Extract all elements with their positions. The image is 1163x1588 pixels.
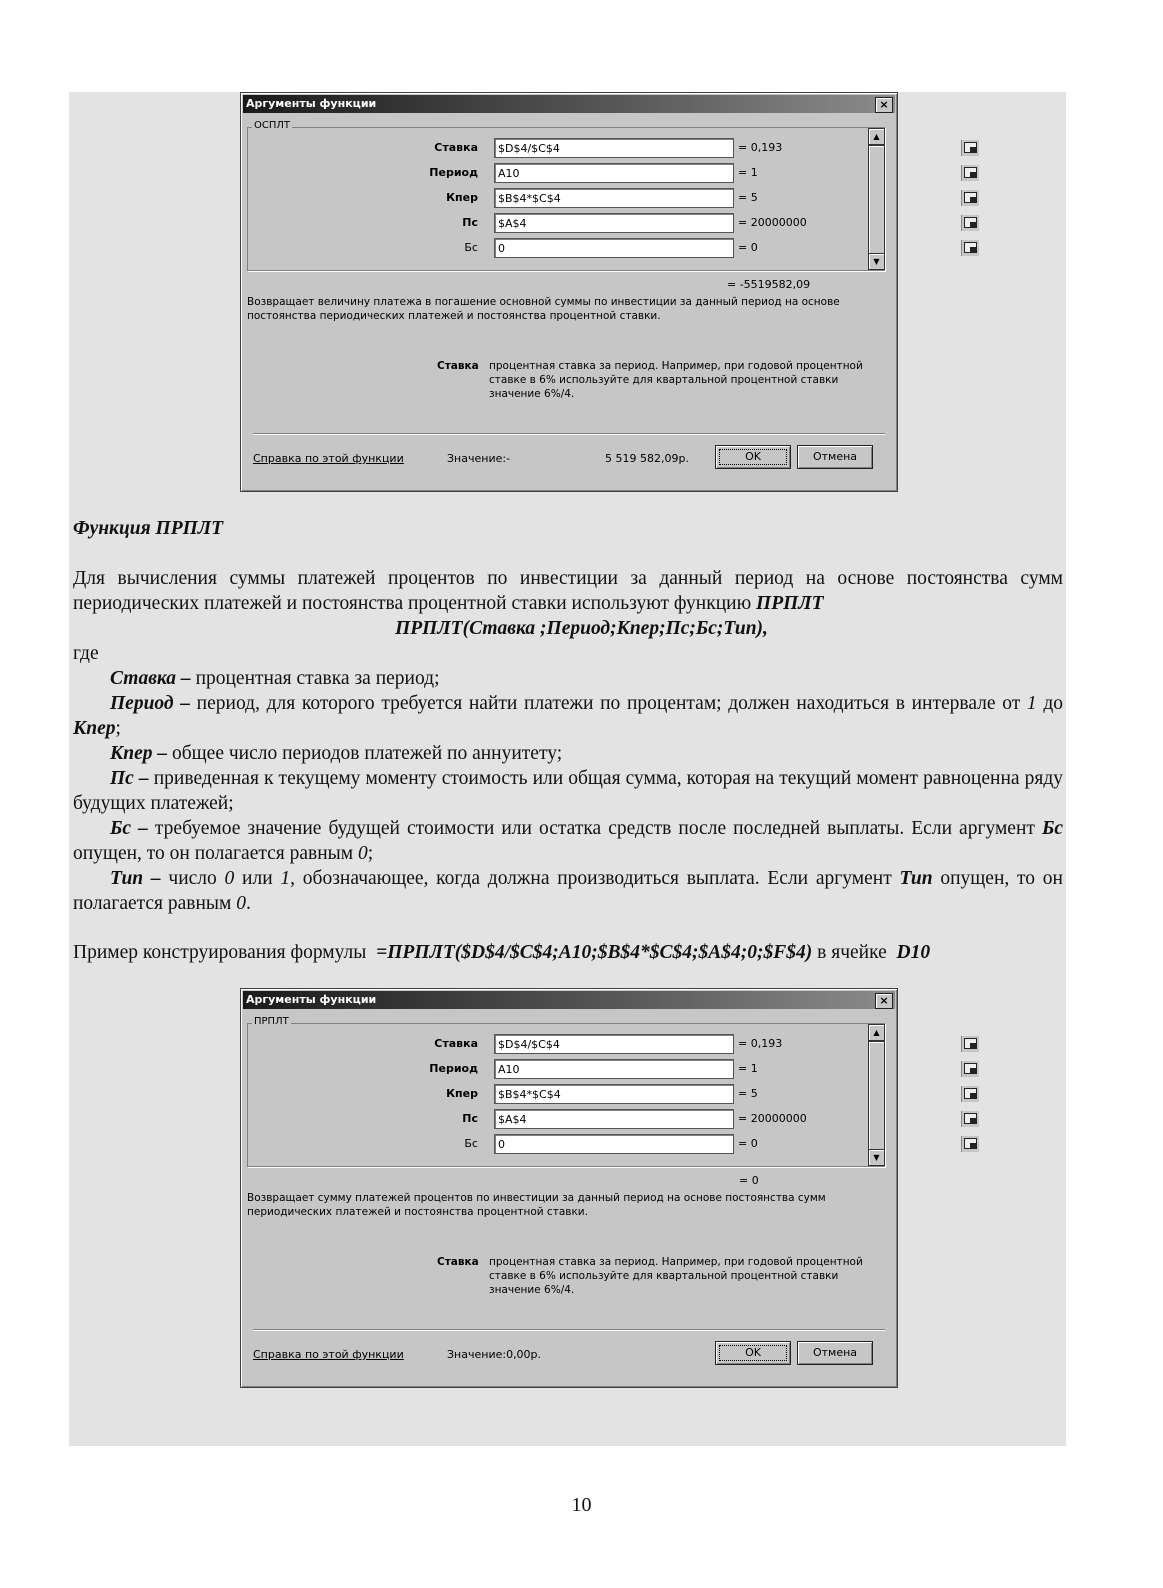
collapse-dialog-icon[interactable] (961, 1061, 979, 1077)
arg-result: = 0 (738, 241, 758, 254)
arg-row-kper (248, 188, 884, 208)
formula-result: = 0 (739, 1174, 759, 1187)
ok-button[interactable]: OK (715, 445, 791, 469)
scroll-up-icon[interactable]: ▲ (868, 128, 885, 145)
arg-result: = 0 (738, 1137, 758, 1150)
def-period (73, 691, 1063, 741)
intro-text: Для вычисления суммы платежей процентов по инвестиции за данный период на основе постоянства сумм периодических платежей и постоянства процентной ставки используют функцию (73, 568, 1063, 614)
arg-input-value: A10 (498, 1063, 520, 1076)
formula-result: = -5519582,09 (727, 278, 811, 291)
example-formula: =ПРПЛТ($D$4/$C$4;A10;$B$4*$C$4;$A$4;0;$F$4) (376, 942, 813, 963)
collapse-dialog-icon[interactable] (961, 1111, 979, 1127)
arg-row-stavka (248, 138, 884, 158)
term: Кпер – (110, 743, 168, 764)
arg-input-value: $A$4 (498, 1113, 527, 1126)
function-description: Возвращает величину платежа в погашение основной суммы по инвестиции за данный период на основе постоянства периодических платежей и постоянства процентной ставки. (247, 296, 840, 322)
scroll-thumb[interactable] (868, 1041, 885, 1153)
arg-input-value: 0 (498, 242, 505, 255)
arg-label: Бс (464, 1137, 478, 1150)
collapse-dialog-icon[interactable] (961, 1136, 979, 1152)
collapse-dialog-icon[interactable] (961, 1086, 979, 1102)
arg-result: = 0,193 (738, 141, 783, 154)
arg-label: Ставка (434, 1037, 478, 1050)
syntax-text: ПРПЛТ(Ставка ;Период;Кпер;Пс;Бс;Тип), (395, 618, 768, 639)
arg-input-period[interactable] (494, 163, 734, 183)
arg-row-period (248, 1059, 884, 1079)
arg-result: = 20000000 (738, 1112, 807, 1125)
def-text: . (246, 893, 251, 914)
def-text: ; (367, 843, 374, 864)
arg-result: = 1 (738, 1062, 758, 1075)
def-ref: Тип (899, 868, 933, 889)
collapse-dialog-icon[interactable] (961, 165, 979, 181)
help-arg-text: процентная ставка за период. Например, при годовой процентной ставке в 6% используйте для квартальной процентной ставки значение 6%/4. (489, 1256, 863, 1296)
page-number: 10 (571, 1494, 592, 1516)
def-text: , обозначающее, когда должна производиться выплата. Если аргумент (290, 868, 900, 889)
def-text: ; (115, 718, 121, 739)
collapse-dialog-icon[interactable] (961, 240, 979, 256)
cancel-button[interactable]: Отмена (797, 1341, 873, 1365)
arg-result: = 1 (738, 166, 758, 179)
def-text: число (160, 868, 225, 889)
def-bs (73, 816, 1063, 866)
arg-row-stavka (248, 1034, 884, 1054)
value-label: Значение:- (447, 452, 511, 465)
arg-input-period[interactable] (494, 1059, 734, 1079)
arg-input-kper[interactable] (494, 188, 734, 208)
syntax-line (0, 616, 1163, 641)
function-arguments-dialog-prplt (240, 988, 898, 1388)
help-link[interactable]: Справка по этой функции (253, 452, 404, 465)
where-text: где (73, 643, 99, 664)
def-num: 1 (280, 868, 291, 889)
arg-input-kper[interactable] (494, 1084, 734, 1104)
arg-input-stavka[interactable] (494, 1034, 734, 1054)
arg-input-value: $D$4/$C$4 (498, 142, 560, 155)
term: Бс – (110, 818, 148, 839)
def-text: требуемое значение будущей стоимости или остатка средств после последней выплаты. Если аргумент (147, 818, 1042, 839)
arguments-group (247, 1016, 885, 1167)
def-text: общее число периодов платежей по аннуитету; (167, 743, 563, 764)
example-line (73, 940, 930, 965)
def-text: или (234, 868, 281, 889)
function-name: ОСПЛТ (254, 120, 291, 131)
scroll-thumb[interactable] (868, 145, 885, 257)
arg-result: = 20000000 (738, 216, 807, 229)
help-arg-text: процентная ставка за период. Например, при годовой процентной ставке в 6% используйте для квартальной процентной ставки значение 6%/4. (489, 360, 863, 400)
divider (253, 1329, 885, 1331)
arg-row-kper (248, 1084, 884, 1104)
arg-label: Пс (462, 1112, 478, 1125)
value-label: Значение:0,00р. (447, 1348, 542, 1361)
arg-label: Период (429, 1062, 478, 1075)
arg-row-ps (248, 1109, 884, 1129)
arg-result: = 5 (738, 1087, 758, 1100)
example-mid: в ячейке (812, 942, 897, 963)
def-ref: Кпер (73, 718, 116, 739)
example-cell: D10 (896, 942, 931, 963)
scroll-up-icon[interactable]: ▲ (868, 1024, 885, 1041)
arguments-scrollbar[interactable] (868, 128, 884, 270)
arg-input-bs[interactable] (494, 1134, 734, 1154)
def-num: 0 (358, 843, 368, 864)
close-icon[interactable]: × (875, 97, 893, 113)
def-num: 0 (236, 893, 246, 914)
def-text: период, для которого требуется найти платежи по процентам; должен находиться в интервале от (190, 693, 1027, 714)
divider (253, 433, 885, 435)
dialog-titlebar (243, 991, 895, 1009)
def-text: процентная ставка за период; (190, 668, 440, 689)
arg-input-ps[interactable] (494, 213, 734, 233)
help-arg-label: Ставка (437, 1256, 479, 1268)
value-number: 5 519 582,09р. (605, 452, 689, 465)
close-icon[interactable]: × (875, 993, 893, 1009)
intro-paragraph (73, 566, 1063, 616)
arg-input-stavka[interactable] (494, 138, 734, 158)
ok-button[interactable]: OK (715, 1341, 791, 1365)
term: Период – (110, 693, 191, 714)
term: Ставка – (110, 668, 191, 689)
arg-label: Кпер (446, 191, 478, 204)
def-text: опущен, то он полагается равным (73, 868, 1063, 914)
def-ref: Бс (1041, 818, 1064, 839)
arg-input-bs[interactable] (494, 238, 734, 258)
collapse-dialog-icon[interactable] (961, 1036, 979, 1052)
def-num: 1 (1026, 693, 1037, 714)
cancel-button[interactable]: Отмена (797, 445, 873, 469)
arguments-scrollbar[interactable] (868, 1024, 884, 1166)
def-text: до (1036, 693, 1063, 714)
arg-input-value: 0 (498, 1138, 505, 1151)
function-name: ПРПЛТ (254, 1016, 289, 1027)
arg-label: Бс (464, 241, 478, 254)
def-ps (73, 766, 1063, 816)
arg-label: Пс (462, 216, 478, 229)
def-text: приведенная к текущему моменту стоимость или общая сумма, которая на текущий момент равноценна ряду будущих платежей; (73, 768, 1064, 814)
help-link[interactable]: Справка по этой функции (253, 1348, 404, 1361)
section-heading: Функция ПРПЛТ (73, 518, 224, 539)
arg-result: = 0,193 (738, 1037, 783, 1050)
arg-label: Кпер (446, 1087, 478, 1100)
function-arguments-dialog-osplt (240, 92, 898, 492)
intro-func: ПРПЛТ (756, 593, 824, 614)
term: Тип – (110, 868, 161, 889)
def-text: опущен, то он полагается равным (73, 843, 358, 864)
arg-label: Ставка (434, 141, 478, 154)
arg-row-bs (248, 1134, 884, 1154)
arg-input-value: $D$4/$C$4 (498, 1038, 560, 1051)
example-prefix: Пример конструирования формулы (73, 942, 377, 963)
arg-row-period (248, 163, 884, 183)
scroll-down-icon[interactable]: ▼ (868, 1149, 885, 1166)
def-num: 0 (224, 868, 235, 889)
help-arg-label: Ставка (437, 360, 479, 372)
arg-input-ps[interactable] (494, 1109, 734, 1129)
arg-result: = 5 (738, 191, 758, 204)
arg-input-value: $B$4*$C$4 (498, 1088, 561, 1101)
collapse-dialog-icon[interactable] (961, 190, 979, 206)
dialog-titlebar (243, 95, 895, 113)
collapse-dialog-icon[interactable] (961, 140, 979, 156)
arguments-group (247, 120, 885, 271)
def-kper (73, 741, 1063, 766)
term: Пс – (110, 768, 149, 789)
function-description: Возвращает сумму платежей процентов по инвестиции за данный период на основе постоянства сумм периодических платежей и постоянства процентной ставки. (247, 1192, 826, 1218)
def-tip (73, 866, 1063, 916)
scroll-down-icon[interactable]: ▼ (868, 253, 885, 270)
collapse-dialog-icon[interactable] (961, 215, 979, 231)
arg-row-bs (248, 238, 884, 258)
def-stavka (73, 666, 1063, 691)
arg-input-value: $B$4*$C$4 (498, 192, 561, 205)
arg-input-value: A10 (498, 167, 520, 180)
arg-row-ps (248, 213, 884, 233)
dialog-title: Аргументы функции (246, 97, 377, 110)
arg-input-value: $A$4 (498, 217, 527, 230)
arg-label: Период (429, 166, 478, 179)
dialog-title: Аргументы функции (246, 993, 377, 1006)
